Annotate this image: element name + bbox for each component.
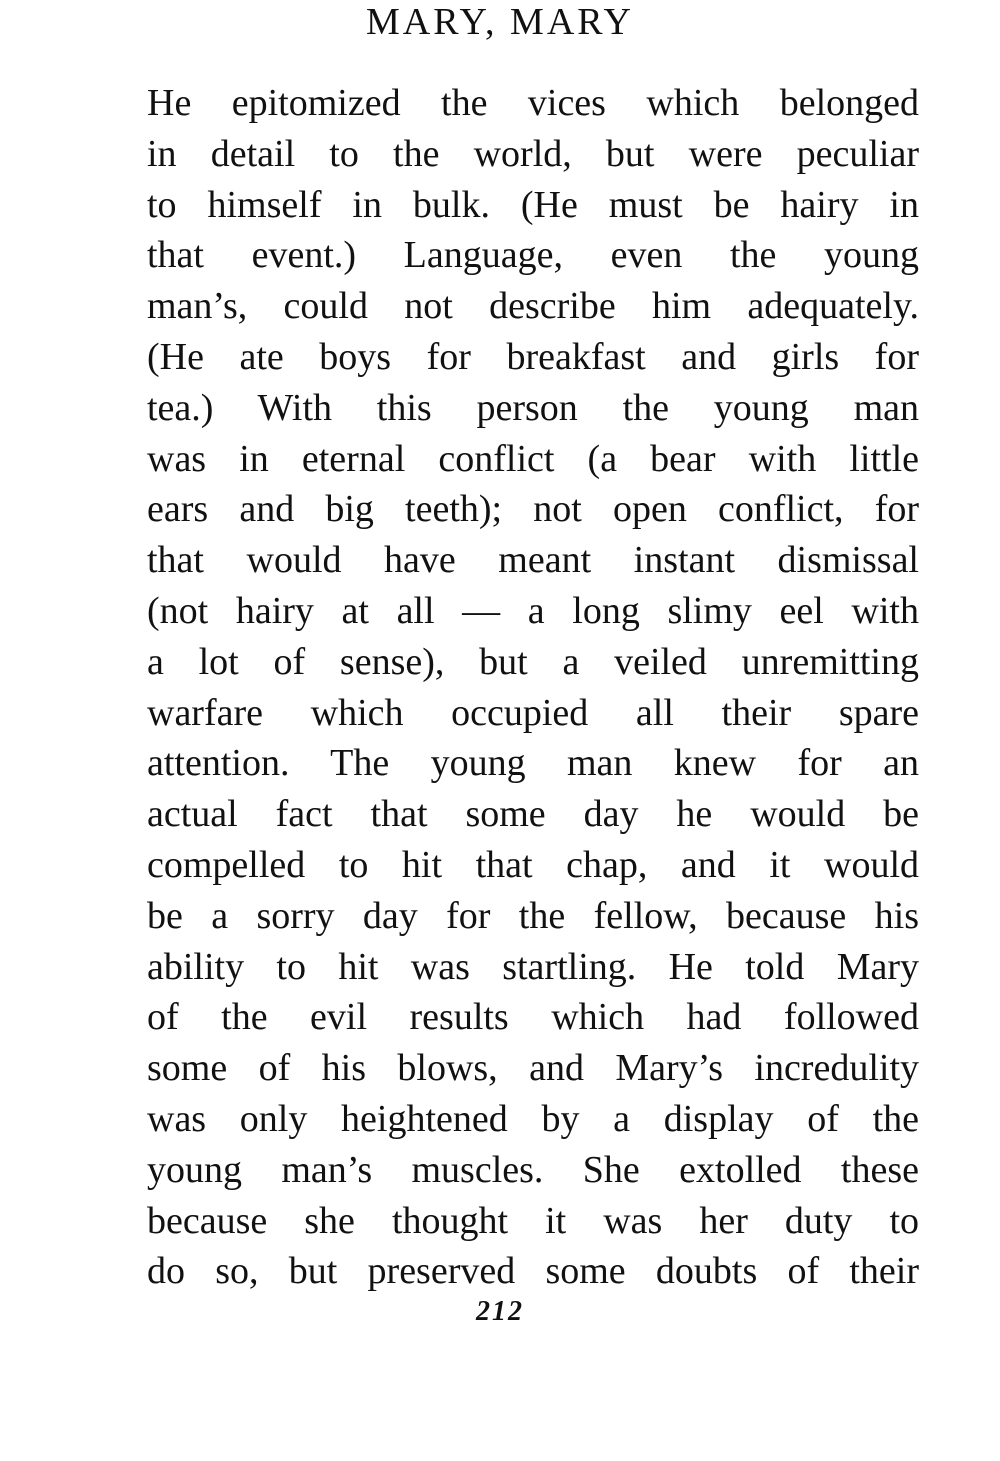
body-text [147, 78, 919, 1297]
text-line: actual fact that some day he would be [147, 793, 919, 836]
text-line: some of his blows, and Mary’s incredulity [147, 1047, 919, 1090]
text-line: man’s, could not describe him adequately. [147, 285, 919, 328]
text-line: (not hairy at all — a long slimy eel with [147, 589, 919, 632]
text-line: compelled to hit that chap, and it would [147, 843, 919, 886]
text-line: because she thought it was her duty to [147, 1199, 919, 1242]
running-head: MARY, MARY [366, 1, 634, 43]
text-line: a lot of sense), but a veiled unremitting [147, 640, 919, 683]
text-line: warfare which occupied all their spare [147, 691, 919, 734]
text-line: ability to hit was startling. He told Mary [147, 945, 919, 988]
text-line: was only heightened by a display of the [147, 1097, 919, 1140]
text-line: He epitomized the vices which belonged [147, 82, 919, 124]
text-line: be a sorry day for the fellow, because his [147, 894, 919, 937]
text-line: that event.) Language, even the young [147, 234, 919, 277]
text-line: attention. The young man knew for an [147, 742, 919, 785]
text-line: of the evil results which had followed [147, 996, 919, 1039]
text-line: in detail to the world, but were peculiar [147, 132, 919, 175]
text-line: do so, but preserved some doubts of their [147, 1250, 919, 1293]
text-line: ears and big teeth); not open conflict, for [147, 488, 919, 531]
text-line: that would have meant instant dismissal [147, 539, 919, 582]
page-number: 212 [476, 1296, 524, 1327]
text-line: young man’s muscles. She extolled these [147, 1148, 919, 1191]
text-line: was in eternal conflict (a bear with little [147, 437, 919, 480]
text-line: (He ate boys for breakfast and girls for [147, 335, 919, 378]
text-line: to himself in bulk. (He must be hairy in [147, 183, 919, 226]
text-line: tea.) With this person the young man [147, 386, 919, 429]
